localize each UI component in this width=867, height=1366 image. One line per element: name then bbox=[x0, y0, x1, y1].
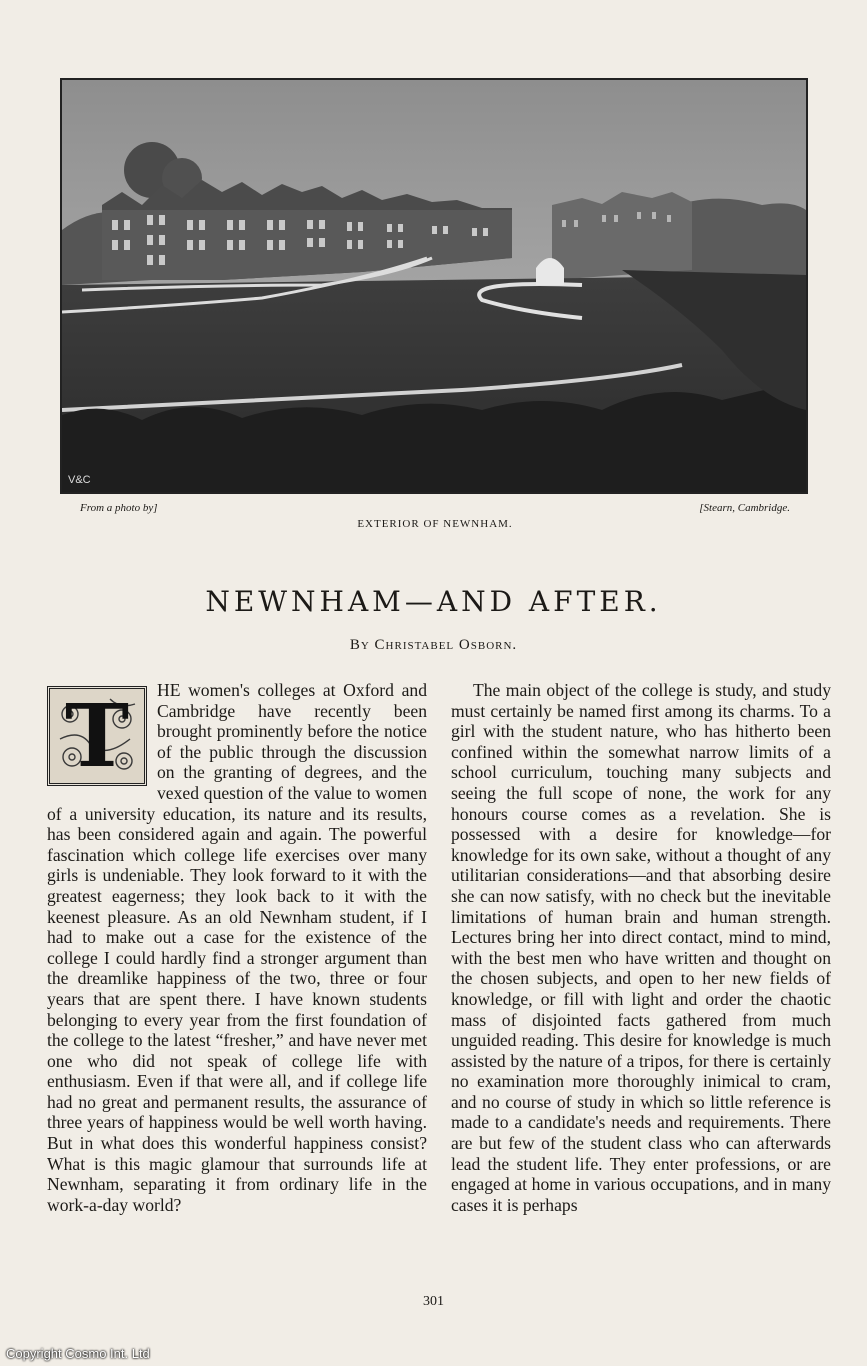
article-column-left bbox=[47, 680, 427, 1215]
page-number: 301 bbox=[423, 1294, 444, 1309]
article-byline: By Christabel Osborn. bbox=[349, 637, 518, 653]
photo-credit-right: [Stearn, Cambridge. bbox=[699, 502, 790, 514]
right-column-text: The main object of the college is study, and study must certainly be named first among its charms. To a girl with the student nature, who has hitherto been confined within the somewhat narrow limits of a school curriculum, touching many subjects and seeing the full scope of none, the work for any honours course comes as a revelation. She is possessed with a desire for knowledge—for knowledge for its own sake, without a thought of any utilitarian considerations—and that absorbing desire she can now satisfy, with no check but the inevitable limitations of human brain and human strength. Lectures bring her into direct contact, mind to mind, with the best men who have written and thought on the chosen subjects, and open to her new fields of knowledge, or fill with light and order the chaotic mass of disjointed facts gathered from much unguided reading. This desire for knowledge is much assisted by the nature of a tripos, for there is certainly no examination more thoroughly inimical to cram, and no course of study in which so little reference is made to a candidate's needs and requirements. There are but few of the student class who can afterwards lead the student life. They enter professions, or are engaged at home in various occupations, and in many cases it is perhaps bbox=[451, 680, 831, 1215]
article-column-right bbox=[451, 680, 831, 1215]
article-title: NEWNHAM—AND AFTER. bbox=[205, 585, 662, 618]
photo-credit-left: From a photo by] bbox=[80, 502, 158, 514]
decorative-initial bbox=[47, 686, 147, 786]
newnham-photograph bbox=[60, 78, 808, 494]
photo-caption: EXTERIOR OF NEWNHAM. bbox=[357, 518, 513, 530]
left-column-text: HE women's colleges at Oxford and Cambridge have recently been brought prominently before the notice of the public through the discussion on the granting of degrees, and the vexed question of the value to women of a university education, its nature and its results, has been considered again and again. The powerful fascination which college life exercises over many girls is undeniable. They look forward to it with the greatest eagerness; they look back to it with the keenest pleasure. As an old Newnham student, if I had to make out a case for the existence of the college I could hardly find a stronger argument than the dreamlike happiness of the two, three or four years that are spent there. I have known students belonging to every year from the first foundation of the college to the latest “fresher,” and have never met one who did not speak of college life with enthusiasm. Even if that were all, and if college life had no great and permanent results, the assurance of three years of happiness would be well worth having. But in what does this wonderful happiness consist? What is this magic glamour that surrounds life at Newnham, separating it from ordinary life in the work-a-day world? bbox=[47, 680, 427, 1215]
copyright-watermark: Copyright Cosmo Int. Ltd bbox=[6, 1346, 150, 1361]
photo-illustration bbox=[62, 80, 806, 492]
dropcap-letter: T bbox=[65, 686, 129, 786]
photo-caption-row bbox=[80, 502, 790, 536]
engraver-mark: V&C bbox=[68, 474, 91, 486]
